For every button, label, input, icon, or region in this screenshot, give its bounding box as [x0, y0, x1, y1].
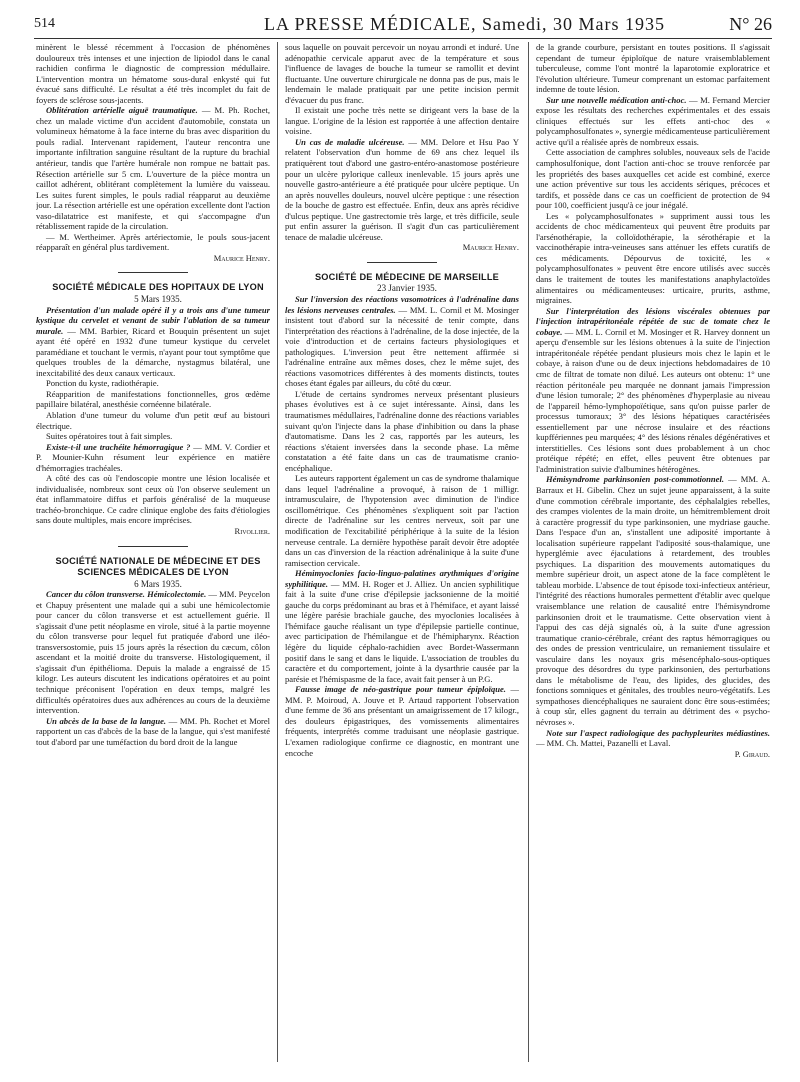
column-3	[536, 42, 770, 1072]
article-body: — MM. Ph. Rochet et Morel rapportent un cas d'abcès de la base de la langue, qui s'est manifesté tout d'abord par une tuméfaction du bord droit de la langue	[36, 715, 270, 747]
article-title: Existe-t-il une trachéite hémorragique ?	[46, 441, 191, 452]
journal-title: LA PRESSE MÉDICALE, Samedi, 30 Mars 1935	[264, 14, 666, 34]
article-title: Oblitération artérielle aiguë traumatique.	[46, 105, 198, 116]
article-body: — MM. V. Cordier et P. Mounier-Kuhn résument leur expérience en matière d'hémorragies trachéales.	[36, 441, 270, 473]
article-title: Sur l'inversion des réactions vasomotrices à l'adrénaline dans les lésions nerveuses centrales.	[285, 293, 519, 315]
divider	[367, 262, 437, 263]
paragraph: de la grande courbure, persistant en toutes positions. Il s'agissait cependant de tumeur épiploïque de nature vraisemblablement tuberculeuse, comme l'ont montré la laparotomie exploratrice et l'évolution ultérieure. Tumeur comprenant un estomac parfaitement indemne de toute lésion.	[536, 42, 770, 95]
divider	[118, 272, 188, 273]
article-title: Présentation d'un malade opéré il y a trois ans d'une tumeur kystique du cervelet et venant de subir l'ablation de sa tumeur murale.	[36, 304, 270, 336]
paragraph: — M. Wertheimer. Après artériectomie, le pouls sous-jacent réapparaît en général plus tardivement.	[36, 231, 270, 253]
paragraph: Cette association de camphres solubles, nouveaux sels de l'acide camphosulfonique, dont l'action anti-choc se trouve renforcée par les propriétés des bases auxquelles cet acide est combiné, exerce une action préventive sur tous les accidents sériques, précoces et tardifs, et possède dans ce cas un coefficient de protection de 94 pour 100, coefficient jusqu'à ce jour inégalé.	[536, 147, 770, 211]
paragraph: minèrent le blessé récemment à l'occasion de phénomènes douloureux très intenses et une injection de lipiodol dans le canal rachidien confirma le diagnostic de compression médullaire. L'intervention montra un hématome sous-dural enkysté qui fut évacué sans difficulté. Le résultat a été très incomplet du fait de foyers de sclérose sous-jacents.	[36, 42, 270, 105]
article-body: — MM. A. Barraux et H. Gibelin. Chez un sujet jeune apparaissent, à la suite d'une commotion cérébrale importante, des céphalalgies rebelles, des crampes violentes de la main droite, un hémitremblement droit à caractère progressif du type parkinsonien, une mydriase gauche. Dans l'espace d'un an, s'installent une adiposité importante à localisation supérieure rappelant l'adiposité sous-thalamique, une hyperglémie avec éjaculations à retardement, des troubles psychiques. La disparition des mouvements automatiques du membre supérieur droit, un aspect atone de la face complètent le tableau morbide. L'absence de tout épisode toxi-infectieux antérieur, l'intégrité des réactions humorales permettent d'établir avec quelque vraisemblance une relation de causalité entre l'hémisyndrome parkinsonien droit et le traumatisme. Cette observation vient à l'appui des cas déjà signalés où, à la suite d'une agression traumatique cranio-cérébrale, créant des raptus hémorragiques ou des ondes de pression ventriculaire, un remaniement tissulaire et vasculaire dans les noyaux gris mésencéphalo-sous-optiques provoque des désordres du type parkinsonien, des perturbations dans le métabolisme de l'eau, des lipides, des glucides, des fonctions somniques et génitales, des troubles neuro-végétatifs. Les sympathoses diencéphaliques ne sauraient donc être sous-estimées; à coup sûr, elles gagnent du terrain au détriment des « psycho-névroses ».	[536, 474, 770, 727]
column-divider	[528, 42, 529, 1062]
article-title: Sur une nouvelle médication anti-choc.	[546, 94, 687, 105]
paragraph: Les auteurs rapportent également un cas de syndrome thalamique dans lequel l'adrénaline a provoqué, à raison de 1 milligr. intramusculaire, de l'hypotension avec diminution de l'indice oscillométrique. Ces phénomènes s'expliquent soit par l'action directe de l'adrénaline sur les centres nerveux, soit par une modification de l'excitabilité périphérique à la suite de la lésion nerveuse centrale. La dernière hypothèse paraît devoir être adoptée dans un cas d'inversion de la réaction adrénalinique à la suite d'une ramisection cervicale.	[285, 473, 519, 568]
paragraph: Il existait une poche très nette se dirigeant vers la base de la langue. L'origine de la lésion est rapportée à une affection dentaire voisine.	[285, 105, 519, 137]
article	[36, 105, 270, 232]
article-body: — M. Ph. Rochet, chez un malade victime d'un accident d'automobile, constata un volumineux hématome à la face interne du bras avec disparition du pouls radial. Intervenant rapidement, l'auteur rencontra une importante infiltration sanguine résultant de la rupture du brachial antérieur, tandis que l'artère humérale non rompue ne battait pas. Résection artérielle sur 5 cm. L'ouverture de la pièce montra un caillot adhérent, oblitérant complètement la lumière du vaisseau. Les suites furent simples, le pouls radial réapparut au deuxième jour. La résection artérielle est une opération excellente dont l'action vaso-dilatatrice est manifeste, et qui s'accompagne d'un rétablissement rapide de la circulation.	[36, 105, 270, 232]
column-1	[36, 42, 270, 1072]
article	[36, 442, 270, 474]
page-number: 514	[34, 16, 55, 31]
article-title: Sur l'interprétation des lésions viscérales obtenues par l'injection intrapéritonéale répétée de suc de tomate chez le cobaye.	[536, 305, 770, 337]
paragraph: L'étude de certains syndromes nerveux présentant plusieurs phases évolutives est à ce sujet intéressante. Ainsi, dans les traumatismes médullaires, l'adrénaline donne des réactions variables suivant qu'on l'injecte dans la phase d'inhibition ou dans la phase d'automatisme. Dans les 2 cas, rapportés par les auteurs, les réactions s'étaient inversées dans la seconde phase. La même constatation a été faite dans un cas de traumatisme cranio-encéphalique.	[285, 388, 519, 473]
issue-number: N° 26	[729, 14, 772, 34]
society-heading: SOCIÉTÉ DE MÉDECINE DE MARSEILLE	[314, 271, 500, 282]
column-divider	[277, 42, 278, 1062]
paragraph: sous laquelle on pouvait percevoir un noyau arrondi et induré. Une adénopathie cervicale apparut avec de la température et sous l'influence de lavages de bouche la tumeur se ramollit et devint fluctuante. Une ouverture chirurgicale ne donna pas de pus, mais le lendemain le malade pratiquait par une petite incision permit d'évacuer du pus franc.	[285, 42, 519, 105]
paragraph: Ponction du kyste, radiothérapie.	[46, 378, 159, 389]
article	[36, 305, 270, 379]
paragraph: Réapparition de manifestations fonctionnelles, gros œdème papillaire bilatéral, anesthésie cornéenne bilatérale.	[36, 388, 270, 410]
column-2	[285, 42, 519, 1072]
article-body: — MM. H. Roger et J. Alliez. Un ancien syphilitique fait à la suite d'une crise d'épilepsie jacksonienne de la moitié gauche du corps prédominant au bras et à l'hémiface, et ayant laissé une légère parésie brachiale gauche, des myoclonies localisées à l'hémiface gauche réalisant un type d'épilepsie partielle continue, avec participation de l'hémilangue et de l'hémipharynx. Réaction légère du liquide céphalo-rachidien avec Bordet-Wassermann positif dans le sang et dans le liquide. L'association de troubles du caractère et du comportement, jointe à la dysarthrie causée par la parésie et l'hémispasme de la face, avait fait penser à un P.G.	[285, 578, 519, 684]
article-body: — MM. P. Moiroud, A. Jouve et P. Artaud rapportent l'observation d'une femme de 36 ans présentant un amaigrissement de 17 kilogr., des douleurs épigastriques, des vomissements alimentaires fréquents, interprétés comme traduisant une néoplasie gastrique. L'examen radiologique confirme ce diagnostic, en montrant une encoche	[285, 684, 519, 758]
article	[536, 306, 770, 475]
article-body: — MM. Barbier, Ricard et Bouquin présentent un sujet ayant été opéré en 1932 d'une tumeur kystique du cervelet paramédiane et touchant le vermis, n'ayant pour tout symptôme que quelques troubles de la démarche, nystagmus bilatéral, une inexcitabilité des deux canaux verticaux.	[36, 325, 270, 378]
signature: P. Giraud.	[734, 748, 770, 759]
article-title: Un cas de maladie ulcéreuse.	[295, 136, 405, 147]
article-title: Note sur l'aspect radiologique des pachypleurites médiastines.	[546, 727, 770, 738]
article	[536, 474, 770, 727]
article-title: Fausse image de néo-gastrique pour tumeur épiploïque.	[295, 684, 506, 695]
article-title: Hémimyoclonies facio-linguo-palatines arythmiques d'origine syphilitique.	[285, 568, 519, 589]
divider	[118, 546, 188, 547]
paragraph: A côté des cas où l'endoscopie montre une lésion localisée et individualisée, nombreux sont ceux où l'on observe seulement un état inflammatoire diffus et parfois généralisé de la muqueuse trachéo-bronchique. Ce cadre clinique englobe des faits d'étiologies sans doute multiples, mais encore imprécises.	[36, 473, 270, 526]
article	[36, 716, 270, 748]
paragraph: Les « polycamphosulfonates » suppriment aussi tous les accidents de choc médicamenteux qui peuvent être produits par l'arsénothérapie, la colloïdothérapie, la sérothérapie et la vaccinothérapie intra-veineuses sans atténuer les effets curatifs de ces médicaments. Dépourvus de toxicité, les « polycamphosulfonates » peuvent être encore utilisés avec succès dans le traitement de toutes les manifestations anaphylactoïdes alimentaires ou médicamenteuses: urticaire, prurits, asthme, migraines.	[536, 210, 770, 306]
page-header	[34, 14, 772, 39]
paragraph: Ablation d'une tumeur du volume d'un petit œuf au bistouri électrique.	[36, 410, 270, 431]
session-date: 5 Mars 1935.	[134, 293, 182, 304]
article	[285, 294, 519, 389]
article-body: — M. Fernand Mercier expose les résultats des recherches expérimentales et des essais cliniques effectués sur les effets anti-choc des « polycamphosulfonates », synergie médicamenteuse particulièrement active qu'il a réalisée après de nombreux essais.	[536, 94, 770, 147]
society-heading: SOCIÉTÉ NATIONALE DE MÉDECINE ET DES SCIENCES MÉDICALES DE LYON	[55, 555, 261, 578]
session-date: 23 Janvier 1935.	[377, 283, 437, 294]
signature: Maurice Henry.	[462, 242, 519, 253]
society-heading: SOCIÉTÉ MÉDICALE DES HOPITAUX DE LYON	[52, 282, 264, 293]
article-title: Cancer du côlon transverse. Hémicolectomie.	[46, 589, 207, 600]
article	[536, 728, 770, 749]
article-body: — MM. Delore et Hsu Pao Y relatent l'observation d'un homme de 69 ans chez lequel ils pratiquèrent tout d'abord une gastro-entéro-anastomose postérieure pour un ulcère pylorique calleux inenlevable. 15 jours après une nouvelle gastro-antérieure a été pratiquée pour ulcère peptique. Un an après nouvelles douleurs, nouvel ulcère peptique : une résection de la bouche de gastro est effectuée. Enfin, deux ans après récidive d'ulcus peptique. Une gastrectomie très large, et très difficile, seule put enfin assurer la guérison. Il s'agit d'un cas particulièrement tenace de maladie ulcéreuse.	[285, 136, 519, 242]
article	[285, 684, 519, 758]
article-body: — MM. Peycelon et Chapuy présentent une malade qui a subi une hémicolectomie pour cancer du côlon transverse et est actuellement guérie. Il s'agissait d'une petit néoplasme en virole, situé à la partie moyenne du côlon transverse pour lequel fut pratiquée d'abord une iléo-transversostomie, puis 15 jours après la résection du cæcum, côlon ascendant et la moitié droite du transverse. Histologiquement, il s'agissait d'un épithélioma. Depuis la malade a engraissé de 15 kilogr. Les auteurs discutent les indications opératoires et au point technique préconisent l'opération en deux temps, malgré les difficultés opératoires dues aux adhérences au cours de la deuxième intervention.	[36, 589, 270, 716]
article	[536, 95, 770, 148]
article	[36, 589, 270, 716]
article	[285, 568, 519, 684]
article-body: — MM. L. Cornil et M. Mosinger et R. Harvey donnent un aperçu d'ensemble sur les lésions obtenues à la suite de l'injection intrapéritonéale répétée pendant plusieurs mois chez le lapin et le cobaye, à raison d'une ou de deux injections hebdomadaires de 10 cmc de filtrat de tomate non dilué. Les auteurs ont obtenu: 1° une réaction péritonéale peu marquée ne donnant jamais l'impression d'une lésion tumorale; 2° des phénomènes d'hyperplasie au niveau de l'appareil hémo-lymphopoïétique, sans qu'on puisse parler de processus tumoraux; 3° des lésions hépatiques caractérisées essentiellement par une nécrose insulaire et des réactions kupffériennes peu marquées; 4° des lésions rénales dégénératives et interstitielles. Ces lésions sont dues probablement à un choc protéique répété; en effet, elles peuvent être obtenues par l'administration suivie d'albumines hétérogènes.	[536, 326, 770, 474]
signature: Rivollier.	[234, 526, 270, 537]
paragraph: Suites opératoires tout à fait simples.	[46, 431, 173, 442]
article	[285, 137, 519, 242]
article-title: Hémisyndrome parkinsonien post-commotionnel.	[546, 474, 724, 485]
signature: Maurice Henry.	[213, 252, 270, 263]
session-date: 6 Mars 1935.	[134, 578, 182, 589]
article-body: — MM. L. Cornil et M. Mosinger insistent tout d'abord sur la nécessité de tenir compte, dans l'interprétation des réactions à l'adrénaline, de la dose injectée, de la voie d'introduction et de certains facteurs physiologiques et pathologiques. L'inversion peut être nettement affirmée si l'adrénaline entraîne aux mêmes doses, chez le même sujet, des réactions vasomotrices différentes à des moments distincts, toutes choses étant égales par ailleurs, du côté du cœur.	[285, 304, 519, 389]
article-body: — MM. Ch. Mattei, Pazanelli et Laval.	[536, 738, 671, 749]
article-title: Un abcès de la base de la langue.	[46, 715, 167, 726]
